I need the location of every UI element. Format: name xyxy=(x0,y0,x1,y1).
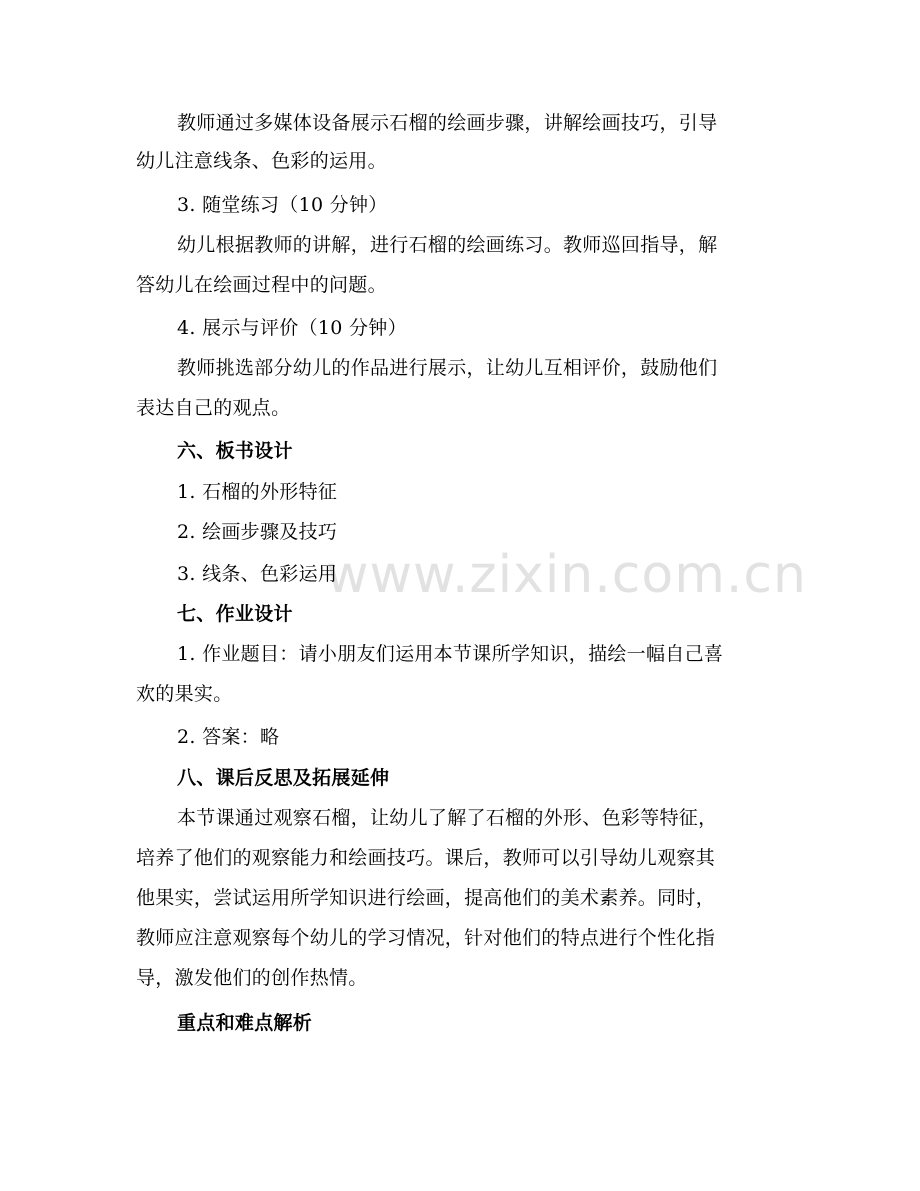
paragraph-line: 培养了他们的观察能力和绘画技巧。课后，教师可以引导幼儿观察其 xyxy=(136,847,716,869)
paragraph-line: 教师通过多媒体设备展示石榴的绘画步骤，讲解绘画技巧，引导 xyxy=(177,112,718,134)
heading-homework-design: 七、作业设计 xyxy=(177,603,293,625)
watermark: www.zixin.com.cn xyxy=(326,545,807,605)
section-step-4: 4. 展示与评价（10 分钟） xyxy=(177,317,407,339)
section-step-3: 3. 随堂练习（10 分钟） xyxy=(177,194,388,216)
heading-reflection: 八、课后反思及拓展延伸 xyxy=(177,767,390,789)
paragraph-line: 答幼儿在绘画过程中的问题。 xyxy=(136,274,387,296)
list-item: 2. 答案：略 xyxy=(177,726,280,748)
list-item: 1. 作业题目：请小朋友们运用本节课所学知识，描绘一幅自己喜 xyxy=(177,643,724,665)
list-item: 1. 石榴的外形特征 xyxy=(177,481,338,503)
paragraph-line: 导，激发他们的创作热情。 xyxy=(136,967,368,989)
paragraph-line: 欢的果实。 xyxy=(136,683,233,705)
paragraph-line: 幼儿注意线条、色彩的运用。 xyxy=(136,150,387,172)
paragraph-line: 他果实，尝试运用所学知识进行绘画，提高他们的美术素养。同时， xyxy=(136,887,716,909)
heading-key-points: 重点和难点解析 xyxy=(177,1012,313,1034)
paragraph-line: 教师应注意观察每个幼儿的学习情况，针对他们的特点进行个性化指 xyxy=(136,927,716,949)
list-item: 3. 线条、色彩运用 xyxy=(177,563,338,585)
paragraph-line: 本节课通过观察石榴，让幼儿了解了石榴的外形、色彩等特征， xyxy=(177,807,718,829)
paragraph-line: 幼儿根据教师的讲解，进行石榴的绘画练习。教师巡回指导，解 xyxy=(177,234,718,256)
paragraph-line: 教师挑选部分幼儿的作品进行展示，让幼儿互相评价，鼓励他们 xyxy=(177,357,718,379)
heading-board-design: 六、板书设计 xyxy=(177,440,293,462)
paragraph-line: 表达自己的观点。 xyxy=(136,397,291,419)
list-item: 2. 绘画步骤及技巧 xyxy=(177,521,338,543)
